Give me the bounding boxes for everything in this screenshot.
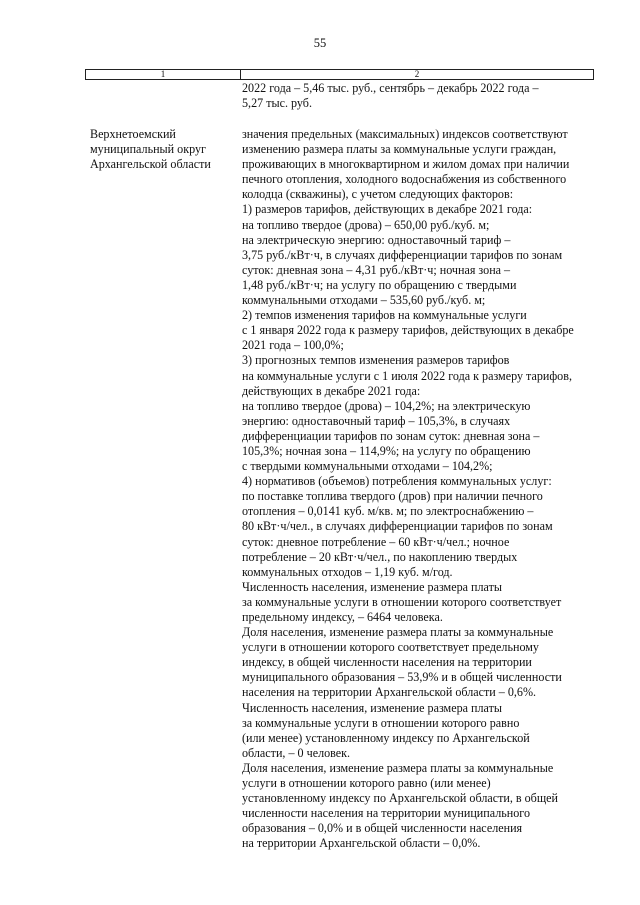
text-line: Численность населения, изменение размера платы bbox=[242, 700, 502, 715]
text-line: предельному индексу, – 6464 человека. bbox=[242, 610, 443, 624]
text-line: Численность населения, изменение размера платы bbox=[242, 579, 502, 594]
text-line: индексу, в общей численности населения на территории bbox=[242, 655, 532, 670]
text-line: дифференциации тарифов по зонам суток: дневная зона – bbox=[242, 428, 540, 443]
text-line: 5,27 тыс. руб. bbox=[242, 96, 312, 111]
region-name bbox=[90, 127, 211, 172]
text-line: действующих в декабре 2021 года: bbox=[242, 383, 421, 398]
text-line: изменению размера платы за коммунальные услуги граждан, bbox=[242, 142, 557, 157]
text-line: за коммунальные услуги в отношении которого соответствует bbox=[242, 594, 562, 609]
text-line: на территории Архангельской области – 0,0%. bbox=[242, 836, 481, 851]
text-line: 2022 года – 5,46 тыс. руб., сентябрь – декабрь 2022 года – bbox=[242, 81, 539, 95]
text-line: на топливо твердое (дрова) – 650,00 руб./куб. м; bbox=[242, 217, 490, 232]
text-line: энергию: одноставочный тариф – 105,3%, в случаях bbox=[242, 413, 511, 428]
text-line: 3) прогнозных темпов изменения размеров тарифов bbox=[242, 353, 510, 368]
text-line: потребление – 20 кВт·ч/чел., по накоплению твердых bbox=[242, 549, 518, 564]
text-line: области, – 0 человек. bbox=[242, 745, 351, 760]
text-line: суток: дневное потребление – 60 кВт·ч/чел.; ночное bbox=[242, 534, 510, 549]
text-line: значения предельных (максимальных) индексов соответствуют bbox=[242, 127, 568, 141]
text-line: услуги в отношении которого соответствует предельному bbox=[242, 640, 539, 655]
text-line: услуги в отношении которого равно (или менее) bbox=[242, 776, 491, 791]
text-line: Доля населения, изменение размера платы за коммунальные bbox=[242, 625, 554, 640]
text-line: за коммунальные услуги в отношении которого равно bbox=[242, 715, 520, 730]
text-line: Архангельской области bbox=[90, 157, 211, 172]
text-line: печного отопления, холодного водоснабжения из собственного bbox=[242, 172, 567, 187]
text-line: численности населения на территории муниципального bbox=[242, 806, 531, 821]
text-line: суток: дневная зона – 4,31 руб./кВт·ч; ночная зона – bbox=[242, 262, 511, 277]
text-line: коммунальных отходов – 1,19 куб. м/год. bbox=[242, 564, 453, 579]
text-line: образования – 0,0% и в общей численности населения bbox=[242, 821, 523, 836]
text-line: 4) нормативов (объемов) потребления коммунальных услуг: bbox=[242, 474, 552, 489]
text-line: установленному индексу по Архангельской области, в общей bbox=[242, 791, 558, 806]
table-header-col2: 2 bbox=[414, 69, 420, 79]
page-number: 55 bbox=[313, 36, 327, 50]
text-line: 80 кВт·ч/чел., в случаях дифференциации тарифов по зонам bbox=[242, 519, 553, 534]
text-line: 2021 года – 100,0%; bbox=[242, 338, 344, 353]
text-line: 2) темпов изменения тарифов на коммунальные услуги bbox=[242, 308, 527, 323]
text-line: с твердыми коммунальными отходами – 104,2%; bbox=[242, 459, 493, 474]
text-line: отопления – 0,0141 куб. м/кв. м; по электроснабжению – bbox=[242, 504, 534, 519]
text-line: населения на территории Архангельской области – 0,6%. bbox=[242, 685, 537, 700]
intro-text bbox=[242, 81, 539, 111]
table-header-col1: 1 bbox=[86, 70, 241, 79]
text-line: (или менее) установленному индексу по Архангельской bbox=[242, 730, 530, 745]
text-line: с 1 января 2022 года к размеру тарифов, действующих в декабре bbox=[242, 323, 574, 338]
text-line: Доля населения, изменение размера платы за коммунальные bbox=[242, 760, 554, 775]
region-description bbox=[242, 127, 574, 852]
text-line: коммунальными отходами – 535,60 руб./куб. м; bbox=[242, 293, 486, 308]
text-line: на коммунальные услуги с 1 июля 2022 года к размеру тарифов, bbox=[242, 368, 572, 383]
text-line: 3,75 руб./кВт·ч, в случаях дифференциации тарифов по зонам bbox=[242, 247, 563, 262]
text-line: колодца (скважины), с учетом следующих факторов: bbox=[242, 187, 514, 202]
text-line: 105,3%; ночная зона – 114,9%; на услугу по обращению bbox=[242, 443, 531, 458]
table-header-row bbox=[85, 69, 594, 80]
text-line: на топливо твердое (дрова) – 104,2%; на электрическую bbox=[242, 398, 531, 413]
text-line: муниципальный округ bbox=[90, 142, 206, 157]
text-line: на электрическую энергию: одноставочный тариф – bbox=[242, 232, 511, 247]
text-line: 1) размеров тарифов, действующих в декабре 2021 года: bbox=[242, 202, 533, 217]
text-line: по поставке топлива твердого (дров) при наличии печного bbox=[242, 489, 543, 504]
text-line: муниципального образования – 53,9% и в общей численности bbox=[242, 670, 562, 685]
text-line: Верхнетоемский bbox=[90, 127, 176, 141]
text-line: проживающих в многоквартирном и жилом домах при наличии bbox=[242, 157, 570, 172]
text-line: 1,48 руб./кВт·ч; на услугу по обращению с твердыми bbox=[242, 277, 517, 292]
